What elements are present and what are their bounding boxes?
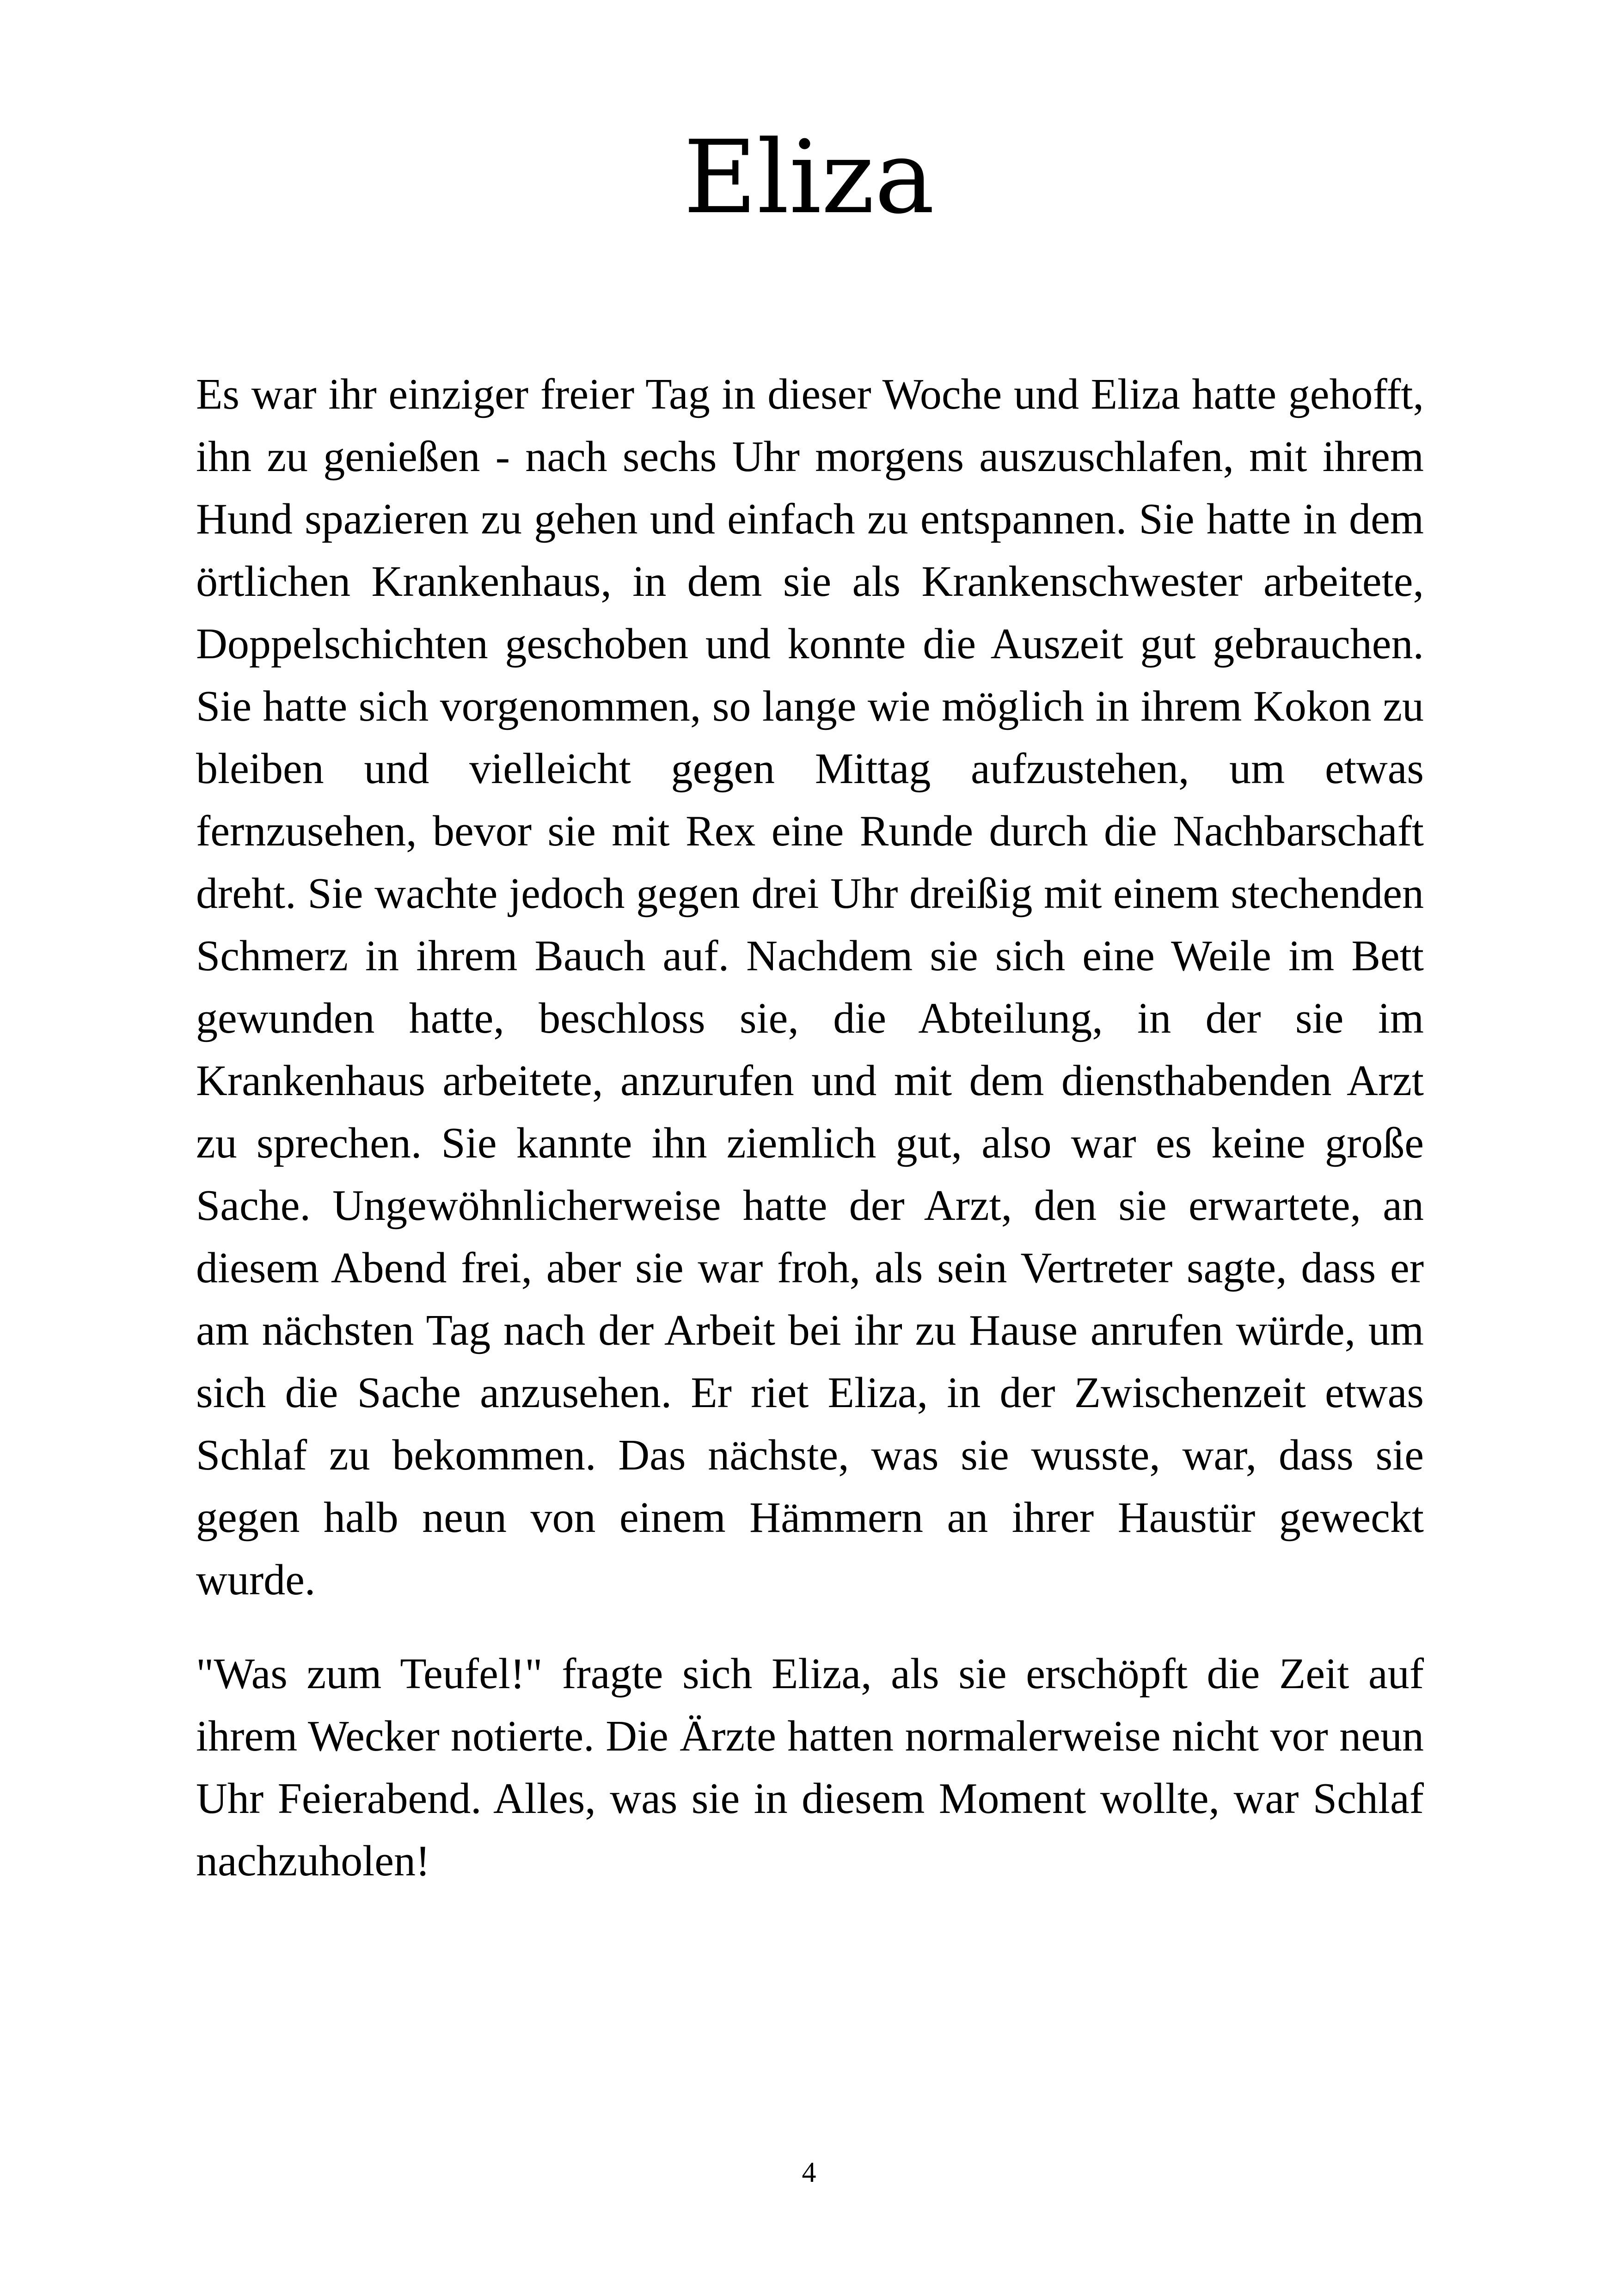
page-number: 4 [802,2157,816,2188]
paragraph-1: Es war ihr einziger freier Tag in dieser Woche und Eliza hatte gehofft, ihn zu genießen - nach sechs Uhr morgens auszuschlafen, mit ihrem Hund spazieren zu gehen und einfach zu entspannen. Sie hatte in dem örtlichen Krankenhaus, in dem sie als Krankenschwester arbeitete, Doppelschichten geschoben und konnte die Auszeit gut gebrauchen. Sie hatte sich vorgenommen, so lange wie möglich in ihrem Kokon zu bleiben und vielleicht gegen Mittag aufzustehen, um etwas fernzusehen, bevor sie mit Rex eine Runde durch die Nachbarschaft dreht. Sie wachte jedoch gegen drei Uhr dreißig mit einem stechenden Schmerz in ihrem Bauch auf. Nachdem sie sich eine Weile im Bett gewunden hatte, beschloss sie, die Abteilung, in der sie im Krankenhaus arbeitete, anzurufen und mit dem diensthabenden Arzt zu sprechen. Sie kannte ihn ziemlich gut, also war es keine große Sache. Ungewöhnlicherweise hatte der Arzt, den sie erwartete, an diesem Abend frei, aber sie war froh, als sein Vertreter sagte, dass er am nächsten Tag nach der Arbeit bei ihr zu Hause anrufen würde, um sich die Sache anzusehen. Er riet Eliza, in der Zwischenzeit etwas Schlaf zu bekommen. Das nächste, was sie wusste, war, dass sie gegen halb neun von einem Hämmern an ihrer Haustür geweckt wurde. [196,370,1424,1604]
chapter-body [196,363,1424,1892]
chapter-title: Eliza [683,119,935,236]
paragraph-2: "Was zum Teufel!" fragte sich Eliza, als sie erschöpft die Zeit auf ihrem Wecker notierte. Die Ärzte hatten normalerweise nicht vor neun Uhr Feierabend. Alles, was sie in diesem Moment wollte, war Schlaf nachzuholen! [196,1650,1424,1885]
